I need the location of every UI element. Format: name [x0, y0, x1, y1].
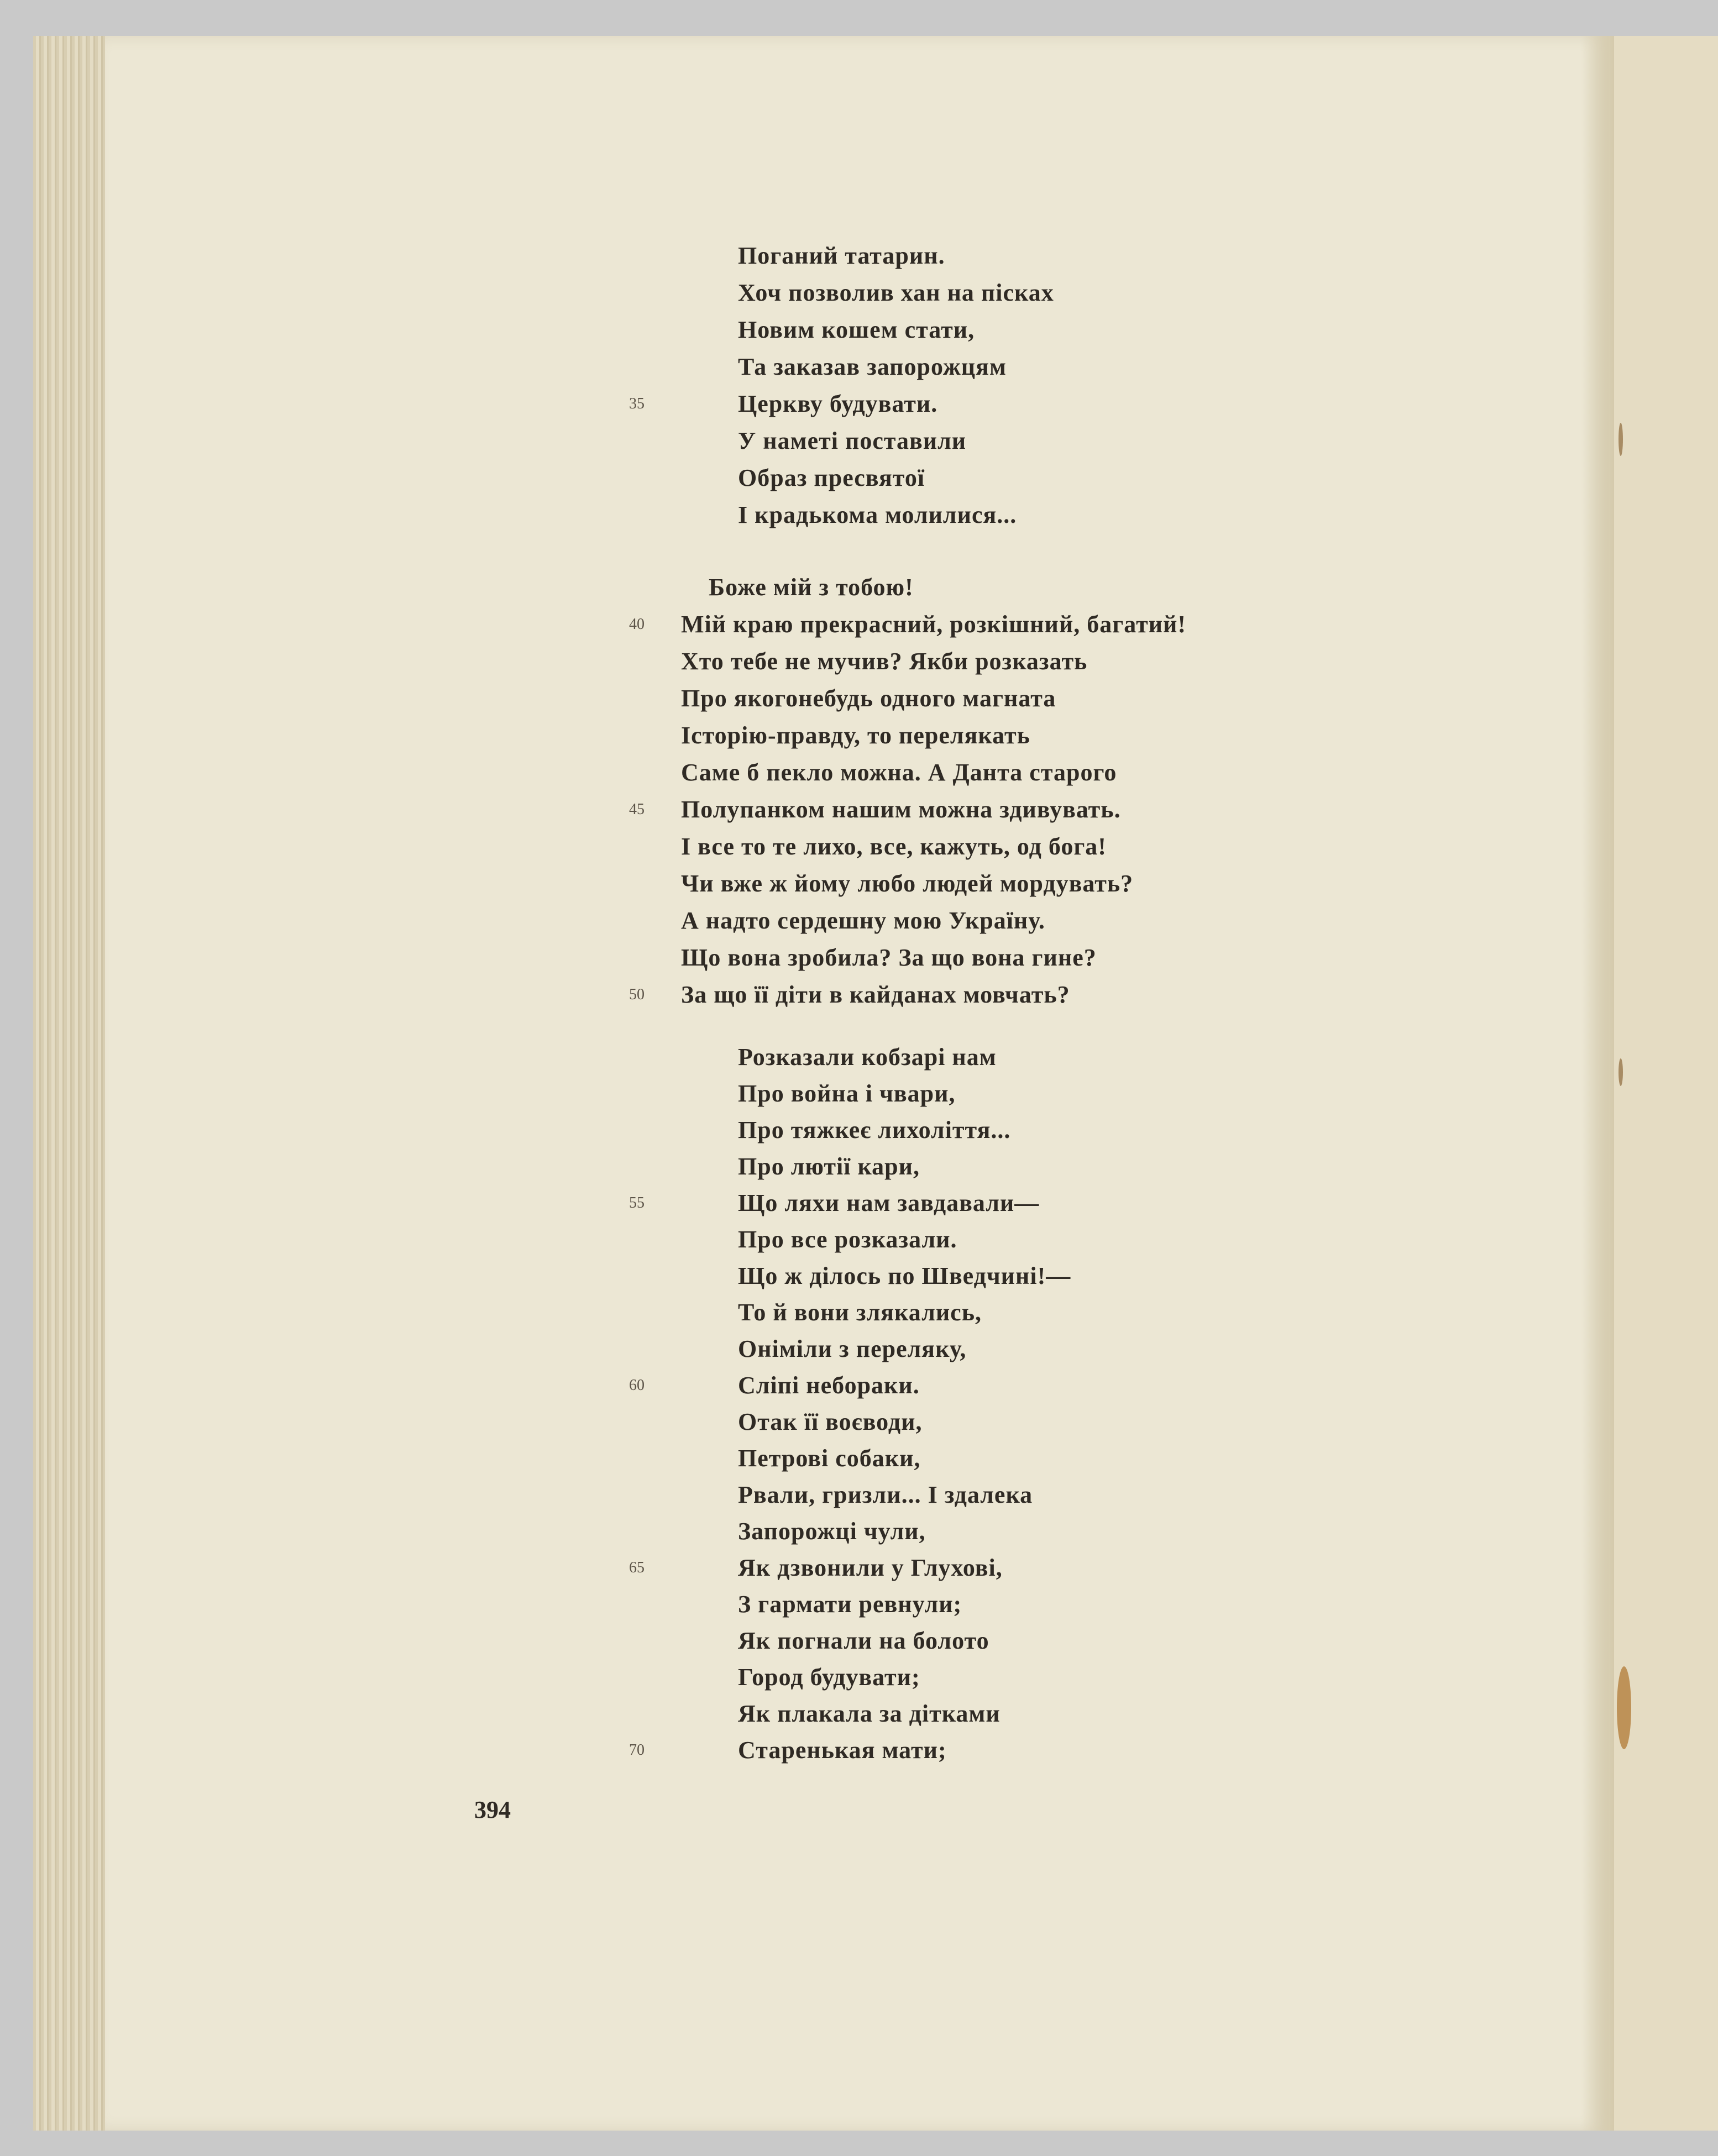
line-number: 70: [629, 1741, 645, 1759]
poem-line: Про война і чвари,: [738, 1080, 956, 1107]
poem-line: Про якогонебудь одного магната: [681, 685, 1056, 712]
poem-line: І все то те лихо, все, кажуть, од бога!: [681, 833, 1107, 860]
facing-page-edge: [1614, 36, 1718, 2131]
poem-line: У наметі поставили: [738, 427, 967, 454]
poem-line: Оніміли з переляку,: [738, 1335, 967, 1362]
poem-line: Як дзвонили у Глухові,: [738, 1554, 1003, 1581]
poem-line: Сліпі небораки.: [738, 1372, 920, 1399]
poem-line: Образ пресвятої: [738, 464, 925, 491]
page-edges: [33, 36, 105, 2131]
poem-line: А надто сердешну мою Україну.: [681, 907, 1045, 934]
poem-line: Про лютії кари,: [738, 1153, 920, 1180]
poem-line: Та заказав запорожцям: [738, 353, 1007, 380]
poem-line: Запорожці чули,: [738, 1518, 926, 1545]
poem-line: Що ляхи нам завдавали—: [738, 1189, 1040, 1216]
poem-line: Про тяжкеє лихоліття...: [738, 1116, 1011, 1143]
poem-line: Петрові собаки,: [738, 1445, 921, 1472]
poem-line: Мій краю прекрасний, розкішний, багатий!: [681, 611, 1187, 638]
line-number: 60: [629, 1377, 645, 1394]
line-number: 45: [629, 801, 645, 818]
poem-line: То й вони злякались,: [738, 1299, 982, 1326]
poem-line: Хоч позволив хан на пісках: [738, 279, 1054, 306]
poem-line: Розказали кобзарі нам: [738, 1043, 997, 1071]
poem-line: Що ж ділось по Шведчині!—: [738, 1262, 1071, 1289]
poem-line: Що вона зробила? За що вона гине?: [681, 944, 1097, 971]
poem-line: Новим кошем стати,: [738, 316, 975, 343]
page-stain: [1619, 423, 1623, 456]
poem-line: Як плакала за дітками: [738, 1700, 1001, 1727]
line-number: 55: [629, 1194, 645, 1211]
page-number: 394: [474, 1796, 511, 1823]
poem-line: З гармати ревнули;: [738, 1591, 962, 1618]
poem-line: Історію-правду, то перелякать: [681, 722, 1030, 749]
poem-line: Про все розказали.: [738, 1226, 957, 1253]
poem-line: Як погнали на болото: [738, 1627, 989, 1654]
poem-line: Саме б пекло можна. А Данта старого: [681, 759, 1117, 786]
line-number: 50: [629, 986, 645, 1003]
page-stain: [1619, 1058, 1623, 1086]
poem-line: За що її діти в кайданах мовчать?: [681, 981, 1070, 1008]
poem-line: Старенькая мати;: [738, 1737, 947, 1764]
poem-line: Чи вже ж йому любо людей мордувать?: [681, 870, 1134, 897]
poem-line: І крадькома молилися...: [738, 501, 1017, 528]
poem-line: Город будувати;: [738, 1664, 920, 1691]
poem-line: Боже мій з тобою!: [709, 574, 914, 601]
poem-line: Полупанком нашим можна здивувать.: [681, 796, 1121, 823]
page-stain: [1617, 1666, 1631, 1749]
poem-line: Рвали, гризли... І здалека: [738, 1481, 1033, 1508]
poem-line: Поганий татарин.: [738, 242, 945, 269]
line-number: 40: [629, 616, 645, 633]
line-number: 65: [629, 1559, 645, 1576]
poem-line: Хто тебе не мучив? Якби розказать: [681, 648, 1088, 675]
line-number: 35: [629, 395, 645, 412]
poem-line: Отак її воєводи,: [738, 1408, 923, 1435]
poem-line: Церкву будувати.: [738, 390, 938, 417]
